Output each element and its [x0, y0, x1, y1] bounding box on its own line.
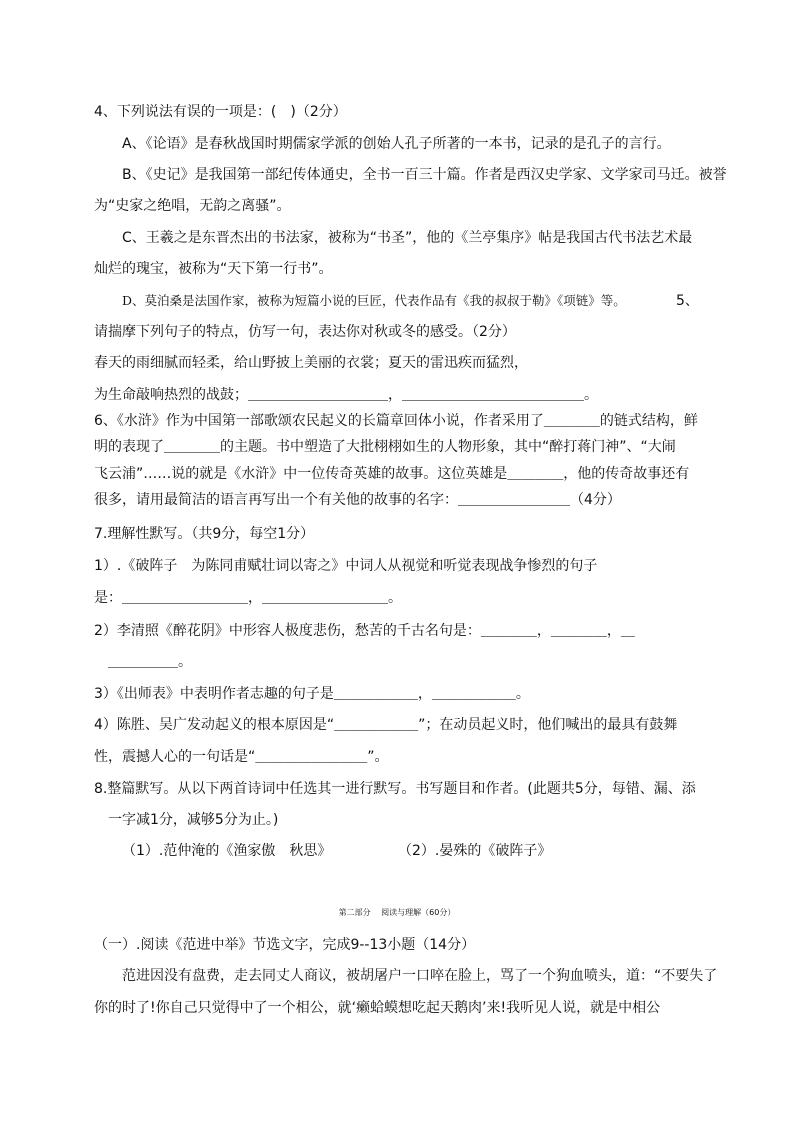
q4-option-b-line2: 为“史家之绝唱，无韵之离骚”。: [94, 198, 291, 214]
q7-item3: 3）《出师表》中表明作者志趣的句子是＿＿＿＿＿＿，＿＿＿＿＿＿。: [94, 686, 530, 702]
q7-item4-line1: 4）陈胜、吴广发动起义的根本原因是“＿＿＿＿＿＿”；在动员起义时，他们喊出的最具有鼓舞: [94, 717, 678, 733]
q8-line2: 一字减1分，减够5分为止。): [108, 812, 279, 828]
q5-example: 春天的雨细腻而轻柔，给山野披上美丽的衣裳；夏天的雷迅疾而猛烈，: [94, 355, 528, 371]
q7-item4-line2: 性，震撼人心的一句话是“＿＿＿＿＿＿＿＿”。: [94, 749, 389, 765]
q6-line3: 飞云浦”……说的就是《水浒》中一位传奇英雄的故事。这位英雄是＿＿＿＿，他的传奇故事还有: [94, 466, 690, 482]
q4-option-a: A、《论语》是春秋战国时期儒家学派的创始人孔子所著的一本书，记录的是孔子的言行。: [122, 136, 671, 152]
q8-line1: 8.整篇默写。从以下两首诗词中任选其一进行默写。书写题目和作者。(此题共5分，每错、漏、添: [94, 781, 696, 797]
q7-item1-line2: 是：＿＿＿＿＿＿＿＿＿，＿＿＿＿＿＿＿＿＿。: [94, 590, 402, 606]
q7-item1-line1: 1）.《破阵子 为陈同甫赋壮词以寄之》中词人从视觉和听觉表现战争惨烈的句子: [94, 558, 598, 574]
q5-stem: 请揣摩下列句子的特点，仿写一句，表达你对秋或冬的感受。（2分）: [94, 324, 516, 340]
q6-line4: 很多，请用最简洁的语言再写出一个有关他的故事的名字：＿＿＿＿＿＿＿＿（4分）: [94, 492, 621, 508]
q5-number: 5、: [676, 293, 699, 309]
q4-option-c-line2: 灿烂的瑰宝，被称为“天下第一行书”。: [94, 261, 333, 277]
passage-line1: 范进因没有盘费，走去同丈人商议，被胡屠户一口啐在脸上，骂了一个狗血喷头，道：“不要失了: [122, 968, 718, 984]
passage-line2: 你的时了!你自己只觉得中了一个相公，就‘癞蛤蟆想吃起天鹅肉’来!我听见人说，就是中相公: [94, 1000, 661, 1016]
q8-option1: （1）.范仲淹的《渔家傲 秋思》: [122, 843, 332, 859]
q8-option2: （2）.晏殊的《破阵子》: [398, 843, 552, 859]
q7-item2-line1: 2）李清照《醉花阴》中形容人极度悲伤，愁苦的千古名句是：＿＿＿＿，＿＿＿＿，＿: [94, 623, 635, 639]
q4-option-b-line1: B、《史记》是我国第一部纪传体通史，全书一百三十篇。作者是西汉史学家、文学家司马迁。被誉: [122, 167, 727, 183]
q6-line2: 明的表现了＿＿＿＿的主题。书中塑造了大批栩栩如生的人物形象，其中“醉打蒋门神”、“大闹: [94, 439, 676, 455]
q6-line1: 6、《水浒》作为中国第一部歌颂农民起义的长篇章回体小说，作者采用了＿＿＿＿的链式结构，鲜: [94, 413, 698, 429]
q7-item2-line2: ＿＿＿＿＿。: [108, 654, 192, 670]
q4-option-c-line1: C、王羲之是东晋杰出的书法家，被称为“书圣”，他的《兰亭集序》帖是我国古代书法艺术最: [122, 230, 693, 246]
q4-stem: 4、下列说法有误的一项是：( )（2分）: [94, 104, 347, 120]
q7-title: 7.理解性默写。（共9分，每空1分）: [94, 526, 315, 542]
reading-intro: （一）.阅读《范进中举》节选文字，完成9--13小题（14分）: [94, 937, 476, 953]
q4-option-d: D、莫泊桑是法国作家，被称为短篇小说的巨匠，代表作品有《我的叔叔于勒》《项链》等。: [122, 293, 626, 308]
q5-answer-line: 为生命敲响热烈的战鼓；＿＿＿＿＿＿＿＿＿＿，＿＿＿＿＿＿＿＿＿＿＿＿＿。: [94, 387, 598, 403]
part2-title: 第二部分 阅读与理解（60分）: [338, 908, 456, 917]
